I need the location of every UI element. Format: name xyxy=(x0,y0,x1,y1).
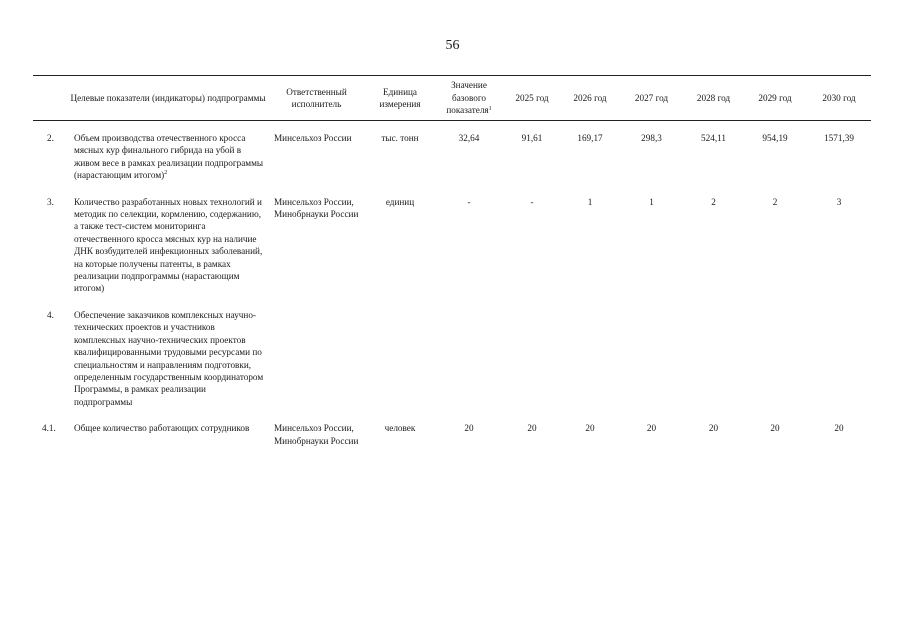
value-2028: 524,11 xyxy=(701,133,726,143)
header-2029: 2029 год xyxy=(743,76,807,121)
header-unit: Единица измерения xyxy=(365,76,435,121)
row-number: 4.1. xyxy=(42,423,56,434)
value-2030: 3 xyxy=(836,196,842,207)
value-2025: - xyxy=(530,196,534,207)
unit: тыс. тонн xyxy=(381,133,419,143)
table-body xyxy=(33,121,871,461)
base-value: 20 xyxy=(464,423,474,434)
header-2026: 2026 год xyxy=(561,76,619,121)
value-2027: 298,3 xyxy=(641,133,662,143)
value-2027: 1 xyxy=(649,196,654,207)
unit: человек xyxy=(384,423,416,434)
indicator-name: Общее количество работающих сотрудников xyxy=(74,423,250,434)
value-2025: 20 xyxy=(527,423,537,434)
indicators-table-container xyxy=(33,75,871,461)
row-number: 2. xyxy=(47,133,54,143)
value-2029 xyxy=(743,309,807,422)
value-2026: 169,17 xyxy=(577,133,603,143)
value-2029: 20 xyxy=(770,423,780,434)
indicators-table xyxy=(33,75,871,461)
value-2030: 1571,39 xyxy=(824,133,854,143)
header-index xyxy=(33,76,68,121)
table-row xyxy=(33,196,871,309)
value-2027 xyxy=(619,309,684,422)
header-2030: 2030 год xyxy=(807,76,871,121)
value-2028 xyxy=(684,309,743,422)
header-indicator: Целевые показатели (индикаторы) подпрограммы xyxy=(68,76,268,121)
executor xyxy=(268,309,365,422)
row-number: 4. xyxy=(47,309,54,320)
value-2026 xyxy=(561,309,619,422)
indicator-name: Обеспечение заказчиков комплексных научно-технических проектов и участников комплексных научно-технических проектов квалифицированными трудовыми ресурсами по специальностям и направлениям подготовки, определенным государственным координатором Программы, в рамках реализации подпрограммы xyxy=(74,309,264,407)
unit xyxy=(365,309,435,422)
value-2029: 2 xyxy=(772,196,778,207)
header-row xyxy=(33,76,871,121)
header-base-footnote: 1 xyxy=(488,106,492,113)
row-number: 3. xyxy=(47,196,54,207)
indicator-name xyxy=(68,121,268,196)
header-base-label: Значение базового показателя xyxy=(446,80,489,116)
value-2029: 954,19 xyxy=(762,133,788,143)
value-2030: 20 xyxy=(834,423,844,434)
value-2027: 20 xyxy=(646,423,657,434)
table-row xyxy=(33,422,871,461)
executor: Минсельхоз России, Минобрнауки России xyxy=(274,196,359,220)
value-2025: 91,61 xyxy=(521,133,543,143)
value-2030 xyxy=(807,309,871,422)
value-2025 xyxy=(503,309,561,422)
table-row xyxy=(33,121,871,196)
base-value: - xyxy=(467,196,471,207)
base-value xyxy=(435,309,503,422)
value-2028: 20 xyxy=(708,423,719,434)
page-number: 56 xyxy=(445,38,460,53)
header-2027: 2027 год xyxy=(619,76,684,121)
header-base-value xyxy=(435,76,503,121)
indicator-name-text: Объем производства отечественного кросса мясных кур финального гибрида на убой в живом весе в рамках реализации подпрограммы (нарастающим итогом) xyxy=(74,133,264,181)
value-2028: 2 xyxy=(711,196,716,207)
header-2025: 2025 год xyxy=(503,76,561,121)
header-executor: Ответственный исполнитель xyxy=(268,76,365,121)
executor: Минсельхоз России xyxy=(274,133,352,143)
indicator-footnote: 2 xyxy=(164,170,168,177)
table-header xyxy=(33,76,871,121)
value-2026: 20 xyxy=(585,423,595,434)
indicator-name: Количество разработанных новых технологий и методик по селекции, кормлению, содержанию, а также тест-систем мониторинга отечественного кросса мясных кур на наличие ДНК возбудителей инфекционных заболеваний, на которые получены патенты, в рамках реализации подпрограммы (нарастающим итогом) xyxy=(74,196,263,294)
unit: единиц xyxy=(385,196,415,207)
executor: Минсельхоз России, Минобрнауки России xyxy=(274,423,359,446)
table-row xyxy=(33,309,871,422)
base-value: 32,64 xyxy=(458,133,480,143)
header-2028: 2028 год xyxy=(684,76,743,121)
value-2026: 1 xyxy=(587,196,593,207)
